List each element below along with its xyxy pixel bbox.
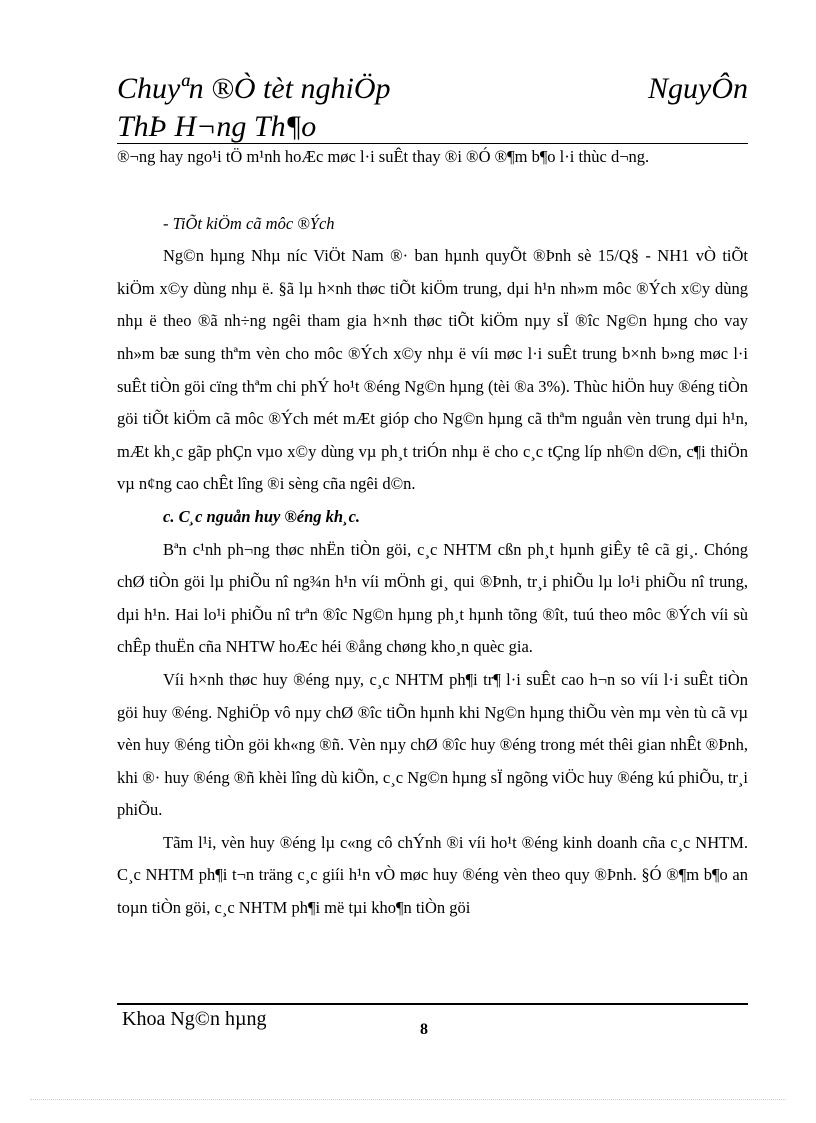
footer-department: Khoa Ng©n hµng <box>122 1008 267 1030</box>
paragraph-continuation: ®¬ng hay ngo¹i tÖ m¹nh hoÆc møc l·i suÊt thay ®i ®Ó ®¶m b¶o l·i thùc d¬ng. <box>117 147 650 166</box>
header-author: NguyÔn <box>648 72 748 105</box>
paragraph-interest: Víi h×nh thøc huy ®éng nµy, c¸c NHTM ph¶i tr¶ l·i suÊt cao h¬n so víi l·i suÊt tiÒn göi huy ®éng. NghiÖp vô nµy chØ ®îc tiÕn hµnh khi Ng©n hµng thiÕu vèn mµ vèn tù cã vµ vèn huy ®éng tiÒn göi kh«ng ®ñ. Vèn nµy chØ ®îc huy ®éng trong mét thêi gian nhÊt ®Þnh, khi ®· huy ®éng ®ñ khèi lîng dù kiÕn, c¸c Ng©n hµng sÏ ngõng viÖc huy ®éng kú phiÕu, tr¸i phiÕu. <box>117 669 748 820</box>
footer-divider <box>117 1003 748 1005</box>
header-title-line1: Chuyªn ®Ò tèt nghiÖp <box>117 72 391 105</box>
paragraph-bonds: Bªn c¹nh ph¬ng thøc nhËn tiÒn göi, c¸c NHTM cßn ph¸t hµnh giÊy tê cã gi¸. Chóng chØ tiÒn göi lµ phiÕu nî ng¾n h¹n víi mÖnh gi¸ qui ®Þnh, tr¸i phiÕu lµ lo¹i phiÕu nî trung, dµi h¹n. Hai lo¹i phiÕu nî trªn ®îc Ng©n hµng ph¸t hµnh tõng ®ît, tuú theo môc ®Ých víi sù chÊp thuËn cña NHTW hoÆc héi ®ång chøng kho¸n quèc gia. <box>117 539 748 657</box>
page-bottom-border <box>30 1099 786 1100</box>
page-number: 8 <box>420 1021 428 1038</box>
subheading-other-sources: c. C¸c nguån huy ®éng kh¸c. <box>163 506 361 526</box>
paragraph-savings: Ng©n hµng Nhµ níc ViÖt Nam ®· ban hµnh quyÕt ®Þnh sè 15/Q§ - NH1 vÒ tiÕt kiÖm x©y dùng nhµ ë. §ã lµ h×nh thøc tiÕt kiÖm trung, dµi h¹n nh»m môc ®Ých x©y dùng nhµ ë theo ®ã nh÷ng ngêi tham gia h×nh thøc tiÕt kiÖm nµy sÏ ®îc Ng©n hµng cho vay nh»m bæ sung thªm vèn cho môc ®Ých x©y nhµ ë víi møc l·i suÊt trung b×nh b»ng møc l·i suÊt tiÒn göi cïng thªm chi phÝ ho¹t ®éng Ng©n hµng (tèi ®a 3%). Thùc hiÖn huy ®éng tiÒn göi tiÕt kiÖm cã môc ®Ých mét mÆt gióp cho Ng©n hµng cã thªm nguån vèn trung dµi h¹n, mÆt kh¸c gãp phÇn vµo x©y dùng vµ ph¸t triÓn nhµ ë cho c¸c tÇng líp nh©n d©n, c¶i thiÖn vµ n¢ng cao chÊt lîng ®i sèng cña ngêi d©n. <box>117 246 748 494</box>
header-title <box>117 70 391 146</box>
document-body <box>117 141 748 925</box>
spacer <box>117 174 748 208</box>
subheading-savings: - TiÕt kiÖm cã môc ®Ých <box>163 213 335 233</box>
paragraph-summary: Tãm l¹i, vèn huy ®éng lµ c«ng cô chÝnh ®i víi ho¹t ®éng kinh doanh cña c¸c NHTM. C¸c NHTM ph¶i t¬n träng c¸c giíi h¹n vÒ møc huy ®éng vèn theo quy ®Þnh. §Ó ®¶m b¶o an toµn tiÒn göi, c¸c NHTM ph¶i më tµi kho¶n tiÒn göi <box>117 832 748 918</box>
header-title-line2: ThÞ H¬ng Th¶o <box>117 110 317 143</box>
